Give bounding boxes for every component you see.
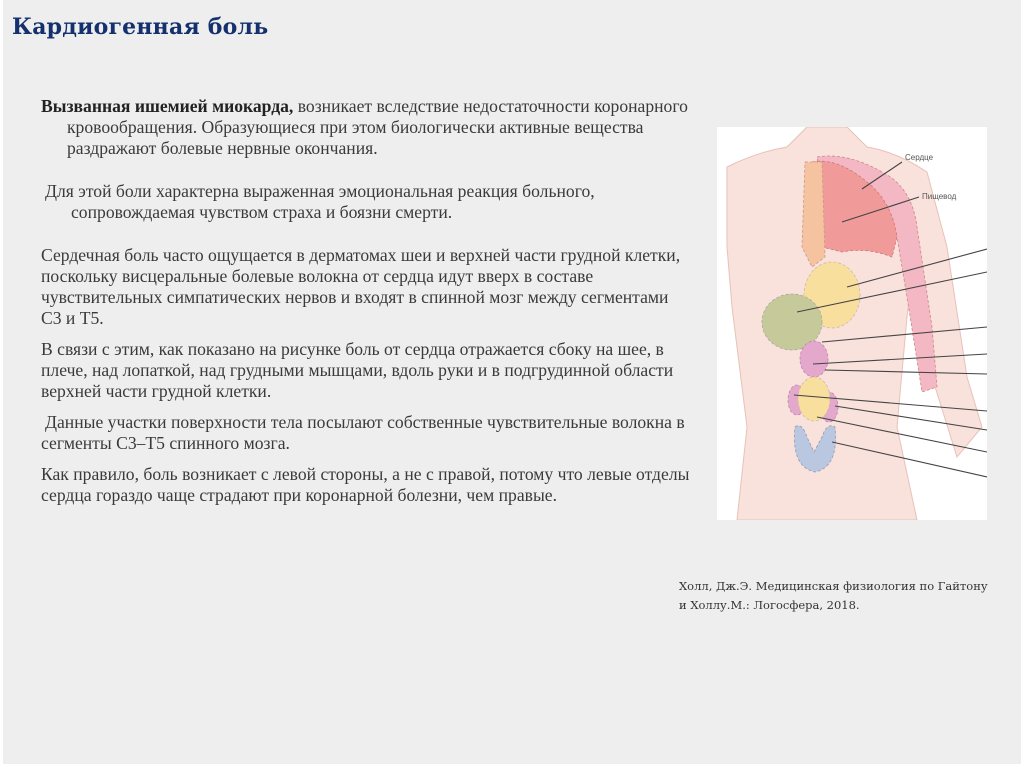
- paragraph-text: возникает вследствие недостаточности коронарного кровообращения. Образующиеся при этом биологически активные вещества раздражают болевые нервные окончания.: [67, 96, 688, 158]
- paragraph-ischemia: [41, 96, 691, 159]
- referred-pain-figure: [717, 127, 987, 520]
- label-esophagus: Пищевод: [922, 192, 957, 201]
- paragraph-left-side: Как правило, боль возникает с левой стороны, а не с правой, потому что левые отделы сердца гораздо чаще страдают при коронарной болезни, чем правые.: [41, 464, 690, 505]
- slide-body: [41, 96, 691, 516]
- slide: [3, 0, 1021, 764]
- paragraph-dermatomes: Сердечная боль часто ощущается в дерматомах шеи и верхней части грудной клетки, поскольку висцеральные болевые волокна от сердца идут вверх в составе чувствительных симпатических нервов и входят в спинной мозг между сегментами C3 и T5.: [41, 245, 681, 328]
- figure-caption: [679, 577, 1024, 615]
- paragraph-emotion: Для этой боли характерна выраженная эмоциональная реакция больного, сопровождаемая чувством страха и боязни смерти.: [45, 181, 595, 222]
- caption-line-2: и Холлу.М.: Логосфера, 2018.: [679, 598, 860, 612]
- bold-lead: Вызванная ишемией миокарда,: [41, 96, 294, 116]
- caption-line-1: Холл, Дж.Э. Медицинская физиология по Гайтону: [679, 579, 988, 593]
- paragraph-referral: В связи с этим, как показано на рисунке боль от сердца отражается сбоку на шее, в плече, над лопаткой, над грудными мышцами, вдоль руки и в подгрудинной области верхней части грудной клетки.: [41, 339, 674, 401]
- slide-title: Кардиогенная боль: [12, 14, 269, 40]
- label-heart: Сердце: [905, 153, 934, 162]
- body-diagram-icon: [717, 127, 987, 520]
- paragraph-segments: Данные участки поверхности тела посылают собственные чувствительные волокна в сегменты C3–T5 спинного мозга.: [41, 412, 685, 453]
